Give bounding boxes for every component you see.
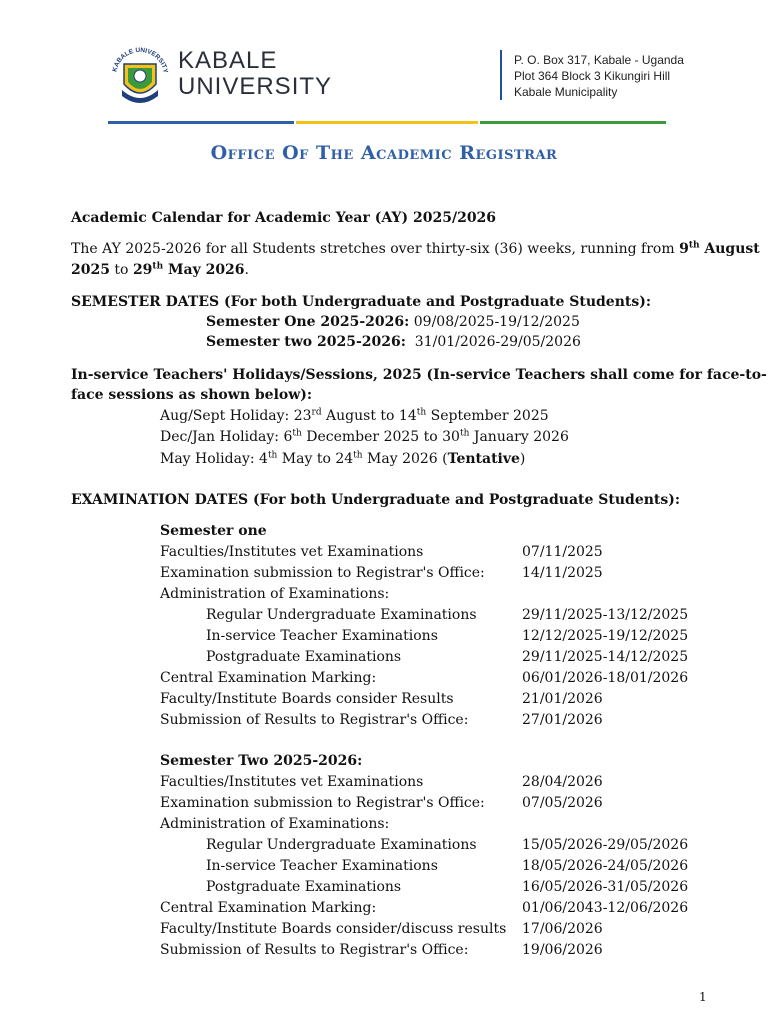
holiday-dec-jan: Dec/Jan Holiday: 6th December 2025 to 30th January 2026 bbox=[160, 428, 569, 445]
address-line: P. O. Box 317, Kabale - Uganda bbox=[514, 53, 684, 67]
address-line: Kabale Municipality bbox=[514, 85, 618, 99]
inservice-heading-line-1: In-service Teachers' Holidays/Sessions, 2025 (In-service Teachers shall come for face-to- bbox=[71, 367, 767, 383]
table-row: Postgraduate Examinations 16/05/2026-31/05/2026 bbox=[206, 879, 689, 895]
examination-dates-heading: EXAMINATION DATES (For both Undergraduate and Postgraduate Students): bbox=[71, 492, 681, 508]
inservice-heading-line-2: face sessions as shown below): bbox=[71, 387, 313, 403]
header-stripe-blue bbox=[108, 121, 294, 124]
logo-arc-text: KABALE UNIVERSITY bbox=[111, 46, 169, 74]
header-stripe-green bbox=[480, 121, 666, 124]
table-row: Central Examination Marking: 01/06/2043-12/06/2026 bbox=[160, 900, 689, 916]
table-row: Faculties/Institutes vet Examinations 28/04/2026 bbox=[160, 774, 603, 790]
table-row: Faculty/Institute Boards consider/discuss results 17/06/2026 bbox=[160, 921, 603, 937]
semester-two-title: Semester Two 2025-2026: bbox=[160, 753, 363, 769]
intro-line-1: The AY 2025-2026 for all Students stretches over thirty-six (36) weeks, running from 9th August bbox=[71, 240, 760, 257]
semester-one-title: Semester one bbox=[160, 523, 267, 539]
table-row: Submission of Results to Registrar's Office: 19/06/2026 bbox=[160, 942, 603, 958]
table-row: Administration of Examinations: bbox=[160, 586, 390, 602]
university-crest-logo bbox=[108, 40, 172, 112]
table-row: Submission of Results to Registrar's Office: 27/01/2026 bbox=[160, 712, 603, 728]
table-row: Examination submission to Registrar's Office: 07/05/2026 bbox=[160, 795, 603, 811]
table-row: Central Examination Marking: 06/01/2026-18/01/2026 bbox=[160, 670, 689, 686]
table-row: Faculties/Institutes vet Examinations 07/11/2025 bbox=[160, 544, 603, 560]
university-wordmark bbox=[178, 48, 332, 100]
brand-line-2: UNIVERSITY bbox=[178, 73, 333, 100]
table-row: Faculty/Institute Boards consider Results 21/01/2026 bbox=[160, 691, 603, 707]
table-row: Regular Undergraduate Examinations 15/05/2026-29/05/2026 bbox=[206, 837, 689, 853]
page-number: 1 bbox=[699, 990, 707, 1004]
holiday-aug-sept: Aug/Sept Holiday: 23rd August to 14th September 2025 bbox=[160, 407, 549, 424]
office-title: Office Of The Academic Registrar bbox=[210, 142, 558, 164]
table-row: Postgraduate Examinations 29/11/2025-14/12/2025 bbox=[206, 649, 689, 665]
semester-one-dates: Semester One 2025-2026: 09/08/2025-19/12/2025 bbox=[206, 314, 580, 330]
intro-line-2: 2025 to 29th May 2026. bbox=[71, 261, 249, 278]
table-row: Administration of Examinations: bbox=[160, 816, 390, 832]
semester-two-dates: Semester two 2025-2026: 31/01/2026-29/05/2026 bbox=[206, 334, 581, 350]
table-row: In-service Teacher Examinations 12/12/2025-19/12/2025 bbox=[206, 628, 689, 644]
address-block bbox=[514, 52, 684, 100]
brand-line-1: KABALE bbox=[178, 47, 278, 74]
table-row: Regular Undergraduate Examinations 29/11/2025-13/12/2025 bbox=[206, 607, 689, 623]
semester-dates-heading: SEMESTER DATES (For both Undergraduate and Postgraduate Students): bbox=[71, 294, 652, 310]
address-line: Plot 364 Block 3 Kikungiri Hill bbox=[514, 69, 671, 83]
holiday-may: May Holiday: 4th May to 24th May 2026 (Tentative) bbox=[160, 450, 526, 467]
table-row: Examination submission to Registrar's Office: 14/11/2025 bbox=[160, 565, 603, 581]
address-divider bbox=[500, 50, 502, 100]
calendar-title: Academic Calendar for Academic Year (AY) 2025/2026 bbox=[71, 210, 497, 226]
header-stripe-yellow bbox=[296, 121, 478, 124]
table-row: In-service Teacher Examinations 18/05/2026-24/05/2026 bbox=[206, 858, 689, 874]
